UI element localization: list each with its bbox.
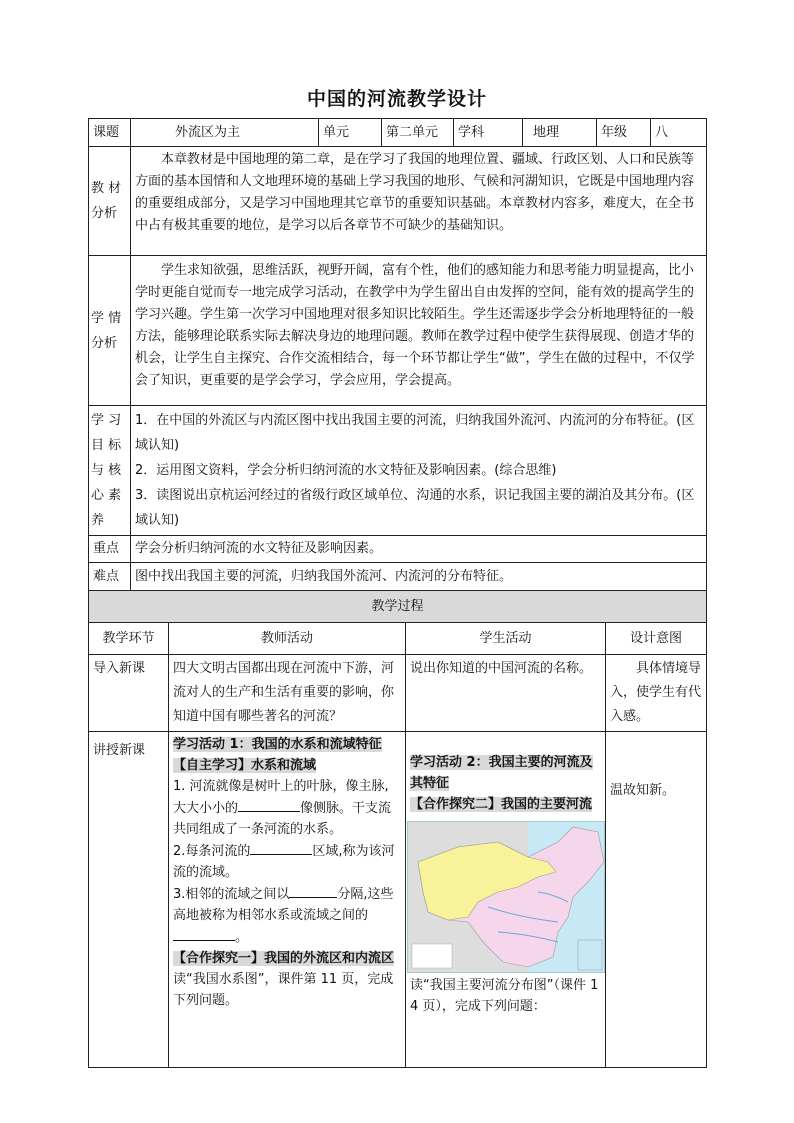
document-title: 中国的河流教学设计 — [306, 88, 487, 110]
subject-value: 地理 — [523, 119, 597, 147]
difficulty-label: 难点 — [89, 563, 131, 591]
objectives-label: 学 习 目 标 与 核 心 素 养 — [89, 406, 131, 536]
question-3-text-end: 。 — [235, 930, 249, 945]
answer-blank[interactable] — [289, 883, 337, 898]
objective-item: 2．运用图文资料，学会分析归纳河流的水文特征及影响因素。(综合思维) — [135, 463, 557, 478]
answer-blank[interactable] — [173, 926, 235, 941]
grade-label: 年级 — [597, 119, 651, 147]
lecture-stage: 讲授新课 — [89, 732, 169, 1068]
intro-teacher: 四大文明古国都出现在河流中下游，河流对人的生产和生活有重要的影响，你知道中国有哪些著名的河流？ — [169, 655, 406, 732]
header-intent: 设计意图 — [606, 623, 707, 655]
read2-text: 读“我国主要河流分布图”（课件 14 页），完成下列问题： — [410, 978, 599, 1014]
header-stage: 教学环节 — [89, 623, 169, 655]
china-rivers-map-image — [407, 821, 605, 973]
answer-blank[interactable] — [250, 840, 312, 855]
coop2-heading: 【合作探究二】我国的主要河流 — [410, 797, 593, 812]
students-text: 学生求知欲强，思维活跃，视野开阔，富有个性，他们的感知能力和思考能力明显提高，比小学时更能自觉而专一地完成学习活动，在教学中为学生留出自由发挥的空间，能有效的提高学生的学习兴趣。学生第一次学习中国地理对很多知识比较陌生。学生还需逐步学会分析地理特征的一般方法，能够理论联系实际去解决身边的地理问题。教师在教学过程中使学生获得展现、创造才华的机会，让学生自主探究、合作交流相结合，每一个环节都让学生“做”，学生在做的过程中，不仅学会了知识，更重要的是学会学习，学会应用，学会提高。 — [131, 256, 707, 406]
lecture-intent: 温故知新。 — [606, 732, 707, 1068]
objectives-list — [131, 406, 707, 536]
students-label: 学 情 分析 — [89, 256, 131, 406]
intro-intent: 具体情境导入，使学生有代入感。 — [606, 655, 707, 732]
material-text: 本章教材是中国地理的第二章，是在学习了我国的地理位置、疆域、行政区划、人口和民族等方面的基本国情和人文地理环境的基础上学习我国的地形、气候和河湖知识，它既是中国地理内容的重要组成部分，又是学习中国地理其它章节的重要知识基础。本章教材内容多，难度大，在全书中占有极其重要的地位，是学习以后各章节不可缺少的基础知识。 — [131, 147, 707, 256]
lesson-info-table — [88, 118, 707, 591]
tables-wrapper — [88, 118, 706, 1068]
unit-value: 第二单元 — [382, 119, 454, 147]
process-title: 教学过程 — [89, 591, 707, 623]
grade-value: 八 — [651, 119, 707, 147]
subject-label: 学科 — [454, 119, 523, 147]
header-student: 学生活动 — [406, 623, 606, 655]
answer-blank[interactable] — [238, 797, 300, 812]
question-2-text-end: 区域,称为该河流的流域。 — [173, 844, 395, 880]
process-table — [88, 590, 707, 1068]
self-study-heading: 【自主学习】水系和流域 — [173, 758, 317, 773]
material-label: 教 材 分析 — [89, 147, 131, 256]
question-1-text-end: 像侧脉。干支流共同组成了一条河流的水系。 — [173, 801, 392, 837]
lecture-student — [406, 732, 606, 1068]
objective-item: 3．读图说出京杭运河经过的省级行政区域单位、沟通的水系，识记我国主要的湖泊及其分布。(区域认知) — [135, 488, 695, 528]
lecture-teacher — [169, 732, 406, 1068]
difficulty-text: 图中找出我国主要的河流，归纳我国外流河、内流河的分布特征。 — [131, 563, 707, 591]
question-2-text: 2.每条河流的 — [173, 844, 251, 859]
coop1-heading: 【合作探究一】我国的外流区和内流区 — [173, 951, 395, 966]
activity2-heading: 学习活动 2：我国主要的河流及其特征 — [410, 755, 593, 791]
intro-student: 说出你知道的中国河流的名称。 — [406, 655, 606, 732]
unit-label: 单元 — [319, 119, 382, 147]
read1-text: 读“我国水系图”，课件第 11 页，完成下列问题。 — [173, 972, 394, 1008]
intro-stage: 导入新课 — [89, 655, 169, 732]
key-text: 学会分析归纳河流的水文特征及影响因素。 — [131, 536, 707, 563]
topic-label: 课题 — [89, 119, 131, 147]
objective-item: 1．在中国的外流区与内流区图中找出我国主要的河流，归纳我国外流河、内流河的分布特征。(区域认知) — [135, 413, 695, 453]
activity1-heading: 学习活动 1：我国的水系和流域特征 — [173, 737, 382, 752]
question-1-text: 1. 河流就像是树叶上的叶脉，像主脉,大大小小的 — [173, 779, 389, 816]
header-teacher: 教师活动 — [169, 623, 406, 655]
topic-value: 外流区为主 — [131, 119, 319, 147]
question-3-text: 3.相邻的流域之间以 — [173, 887, 290, 902]
question-3-text-mid: 分隔,这些高地被称为相邻水系或流域之间的 — [173, 887, 394, 923]
key-label: 重点 — [89, 536, 131, 563]
